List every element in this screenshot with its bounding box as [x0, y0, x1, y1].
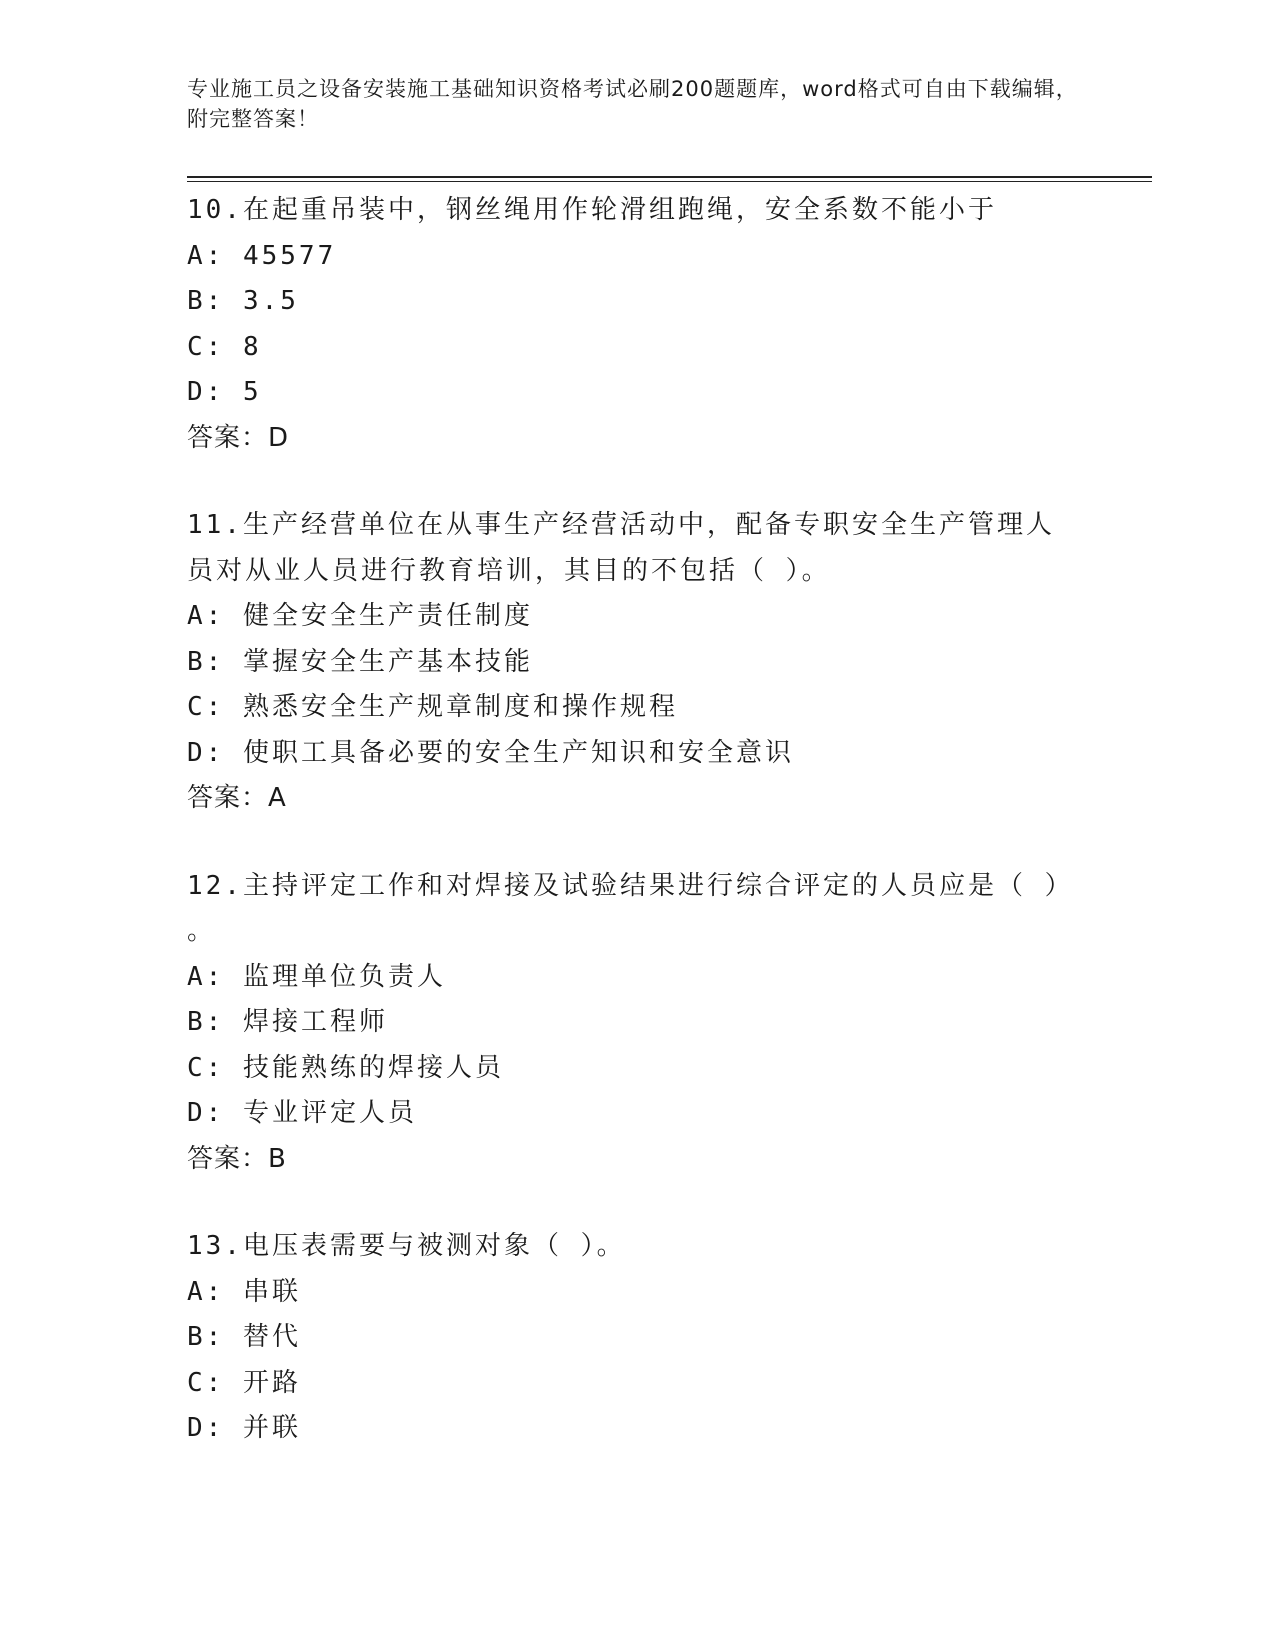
option-label: C	[187, 692, 206, 722]
option-d: D: 使职工具备必要的安全生产知识和安全意识	[187, 737, 794, 768]
option-text: 5	[242, 377, 262, 407]
question-text	[187, 188, 1082, 234]
option-label: B	[187, 646, 206, 677]
option-c: C: 熟悉安全生产规章制度和操作规程	[187, 692, 678, 722]
option-c: C: 开路	[187, 1367, 301, 1398]
answer-value: A	[268, 783, 287, 813]
option-label: B	[187, 1007, 206, 1037]
question-body: 生产经营单位在从事生产经营活动中，配备专职安全生产管理人员对从业人员进行教育培训，其目的不包括（ ）。	[187, 510, 1055, 586]
option-label: B	[187, 286, 206, 316]
question-number: 13.	[187, 1231, 243, 1261]
option-text: 3.5	[242, 286, 299, 316]
question-body: 主持评定工作和对焊接及试验结果进行综合评定的人员应是（ ） 。	[187, 870, 1074, 946]
question-number: 12.	[187, 870, 243, 901]
answer-label: 答案：	[187, 422, 269, 453]
option-b: B: 3.5	[187, 286, 299, 316]
option-label: C	[187, 331, 206, 362]
option-text: 熟悉安全生产规章制度和操作规程	[242, 692, 678, 722]
option-text: 技能熟练的焊接人员	[242, 1052, 504, 1083]
option-label: D	[187, 377, 206, 407]
answer-label: 答案：	[187, 783, 269, 813]
question-12	[187, 864, 1087, 1183]
question-text	[187, 864, 1082, 955]
option-label: A	[187, 961, 206, 992]
question-number: 10.	[187, 195, 243, 225]
question-body: 在起重吊装中，钢丝绳用作轮滑组跑绳，安全系数不能小于	[242, 195, 997, 225]
answer-label: 答案：	[187, 1143, 269, 1174]
option-c: C: 技能熟练的焊接人员	[187, 1052, 504, 1083]
option-b: B: 替代	[187, 1322, 301, 1352]
option-text: 并联	[242, 1413, 301, 1443]
option-a: A: 监理单位负责人	[187, 961, 446, 992]
question-text	[187, 503, 1082, 594]
option-d: D: 5	[187, 377, 262, 407]
option-a: A: 45577	[187, 240, 337, 271]
option-text: 焊接工程师	[242, 1007, 388, 1037]
option-b: B: 焊接工程师	[187, 1007, 388, 1037]
option-label: B	[187, 1322, 206, 1352]
question-text	[187, 1224, 1082, 1270]
option-text: 监理单位负责人	[242, 961, 446, 992]
option-text: 专业评定人员	[242, 1098, 417, 1128]
option-text: 使职工具备必要的安全生产知识和安全意识	[242, 737, 794, 768]
option-label: A	[187, 1276, 206, 1307]
option-a: A: 串联	[187, 1276, 301, 1307]
answer-line	[187, 416, 1087, 462]
option-a: A: 健全安全生产责任制度	[187, 601, 533, 631]
option-text: 8	[242, 331, 262, 362]
header-divider-thin	[187, 181, 1152, 182]
document-header: 专业施工员之设备安装施工基础知识资格考试必刷200题题库，word格式可自由下载编辑，附完整答案！	[187, 77, 1078, 131]
question-11	[187, 503, 1087, 822]
answer-value: B	[268, 1143, 287, 1174]
option-label: A	[187, 240, 206, 271]
option-c: C: 8	[187, 331, 262, 362]
option-text: 掌握安全生产基本技能	[242, 646, 533, 677]
option-label: D	[187, 1098, 206, 1128]
question-list	[187, 188, 1087, 1494]
option-label: C	[187, 1367, 206, 1398]
option-label: D	[187, 737, 206, 768]
option-b: B: 掌握安全生产基本技能	[187, 646, 533, 677]
question-10	[187, 188, 1087, 461]
question-13	[187, 1224, 1087, 1452]
option-text: 45577	[242, 240, 337, 271]
answer-line	[187, 776, 1087, 822]
option-d: D: 专业评定人员	[187, 1098, 417, 1128]
answer-value: D	[268, 422, 290, 453]
option-text: 开路	[242, 1367, 301, 1398]
option-text: 健全安全生产责任制度	[242, 601, 533, 631]
option-d: D: 并联	[187, 1413, 301, 1443]
option-text: 串联	[242, 1276, 301, 1307]
option-label: D	[187, 1413, 206, 1443]
header-divider-thick	[187, 176, 1152, 178]
question-number: 11.	[187, 510, 243, 540]
question-body: 电压表需要与被测对象（ ）。	[242, 1231, 626, 1261]
option-text: 替代	[242, 1322, 301, 1352]
option-label: A	[187, 601, 206, 631]
answer-line	[187, 1137, 1087, 1183]
option-label: C	[187, 1052, 206, 1083]
